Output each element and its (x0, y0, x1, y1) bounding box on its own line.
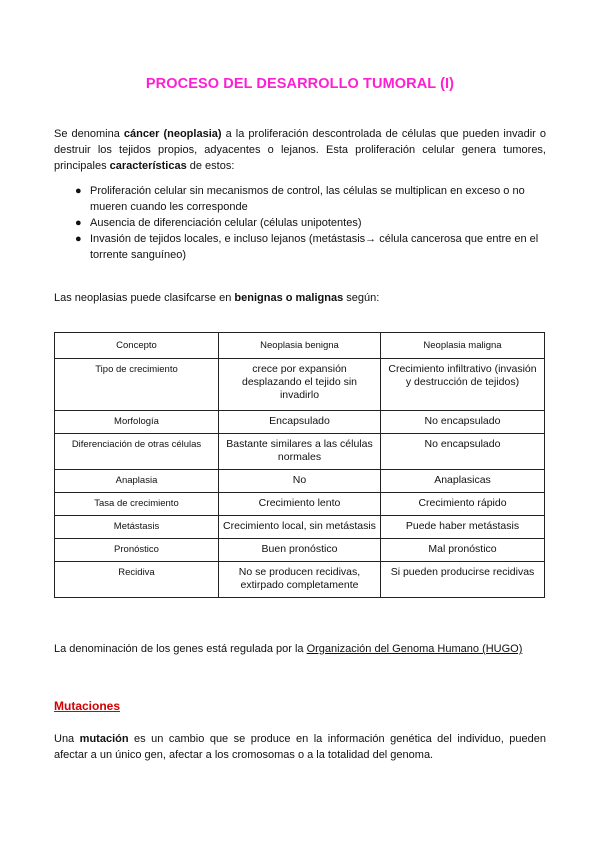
intro-text-1: Se denomina (54, 128, 124, 140)
mutation-text-1: Una (54, 733, 80, 745)
header-cell-maligna: Neoplasia maligna (381, 333, 545, 359)
table-cell: No se producen recidivas, extirpado completamente (219, 562, 381, 598)
table-cell: Crecimiento rápido (381, 493, 545, 516)
page-title: PROCESO DEL DESARROLLO TUMORAL (I) (145, 76, 455, 92)
table-row (55, 359, 545, 411)
table-cell: Mal pronóstico (381, 539, 545, 562)
list-item-text: Invasión de tejidos locales, e incluso lejanos (metástasis→ célula cancerosa que entre en el torrente sanguíneo) (90, 233, 539, 261)
intro-text-3: de estos: (186, 160, 235, 172)
table-cell: Bastante similares a las células normales (219, 434, 381, 470)
table-cell: Metástasis (55, 516, 219, 539)
table-header-row (55, 333, 545, 359)
table-row (55, 470, 545, 493)
genes-paragraph (54, 641, 546, 657)
mutation-paragraph (54, 731, 546, 763)
table-cell: Diferenciación de otras células (55, 434, 219, 470)
hugo-link[interactable]: Organización del Genoma Humano (HUGO) (306, 643, 523, 655)
table-cell: Si pueden producirse recidivas (381, 562, 545, 598)
bullet-icon: ● (75, 185, 82, 197)
intro-bold-cancer: cáncer (neoplasia) (123, 128, 222, 140)
table-row (55, 411, 545, 434)
intro-bold-caracteristicas: características (109, 160, 187, 172)
table-cell: No encapsulado (381, 411, 545, 434)
table-cell: Crecimiento lento (219, 493, 381, 516)
genes-text: La denominación de los genes está regulada por la (54, 643, 307, 655)
classify-bold: benignas o malignas (234, 292, 344, 304)
table-cell: Anaplasia (55, 470, 219, 493)
table-row (55, 493, 545, 516)
section-heading-mutaciones: Mutaciones (54, 699, 121, 713)
list-item (54, 215, 546, 231)
classify-text-1: Las neoplasias puede clasifcarse en (54, 292, 235, 304)
table-cell: Crecimiento infiltrativo (invasión y destrucción de tejidos) (381, 359, 545, 411)
table-cell: No (219, 470, 381, 493)
bullet-icon: ● (75, 233, 82, 245)
table-cell: Crecimiento local, sin metástasis (219, 516, 381, 539)
table-cell: Buen pronóstico (219, 539, 381, 562)
characteristics-list (54, 183, 546, 263)
list-item (54, 231, 546, 263)
classify-text-2: según: (343, 292, 380, 304)
list-item (54, 183, 546, 215)
header-cell-concepto: Concepto (55, 333, 219, 359)
mutation-text-2: es un cambio que se produce en la información genética del individuo, pueden afectar a un único gen, afectar a los cromosomas o a la totalidad del genoma. (54, 733, 546, 761)
table-cell: Tipo de crecimiento (55, 359, 219, 411)
table-cell: Encapsulado (219, 411, 381, 434)
table-row (55, 539, 545, 562)
intro-text-2: a la proliferación descontrolada de células que pueden invadir o destruir los tejidos propios, adyacentes o lejanos. Esta proliferación celular genera tumores, principales (54, 128, 546, 172)
classify-paragraph (54, 290, 546, 306)
list-item-text: Proliferación celular sin mecanismos de control, las células se multiplican en exceso o no mueren cuando les corresponde (90, 185, 525, 213)
table-cell: Pronóstico (55, 539, 219, 562)
table-cell: Recidiva (55, 562, 219, 598)
table-row (55, 562, 545, 598)
table-cell: Morfología (55, 411, 219, 434)
table-cell: Tasa de crecimiento (55, 493, 219, 516)
intro-paragraph (54, 126, 546, 174)
bullet-icon: ● (75, 217, 82, 229)
table-cell: No encapsulado (381, 434, 545, 470)
table-cell: Anaplasicas (381, 470, 545, 493)
table-row (55, 516, 545, 539)
table-row (55, 434, 545, 470)
table-cell: crece por expansión desplazando el tejido sin invadirlo (219, 359, 381, 411)
table-cell: Puede haber metástasis (381, 516, 545, 539)
list-item-text: Ausencia de diferenciación celular (células unipotentes) (90, 217, 362, 229)
neoplasia-comparison-table (54, 332, 545, 598)
header-cell-benigna: Neoplasia benigna (219, 333, 381, 359)
mutation-bold: mutación (79, 733, 129, 745)
